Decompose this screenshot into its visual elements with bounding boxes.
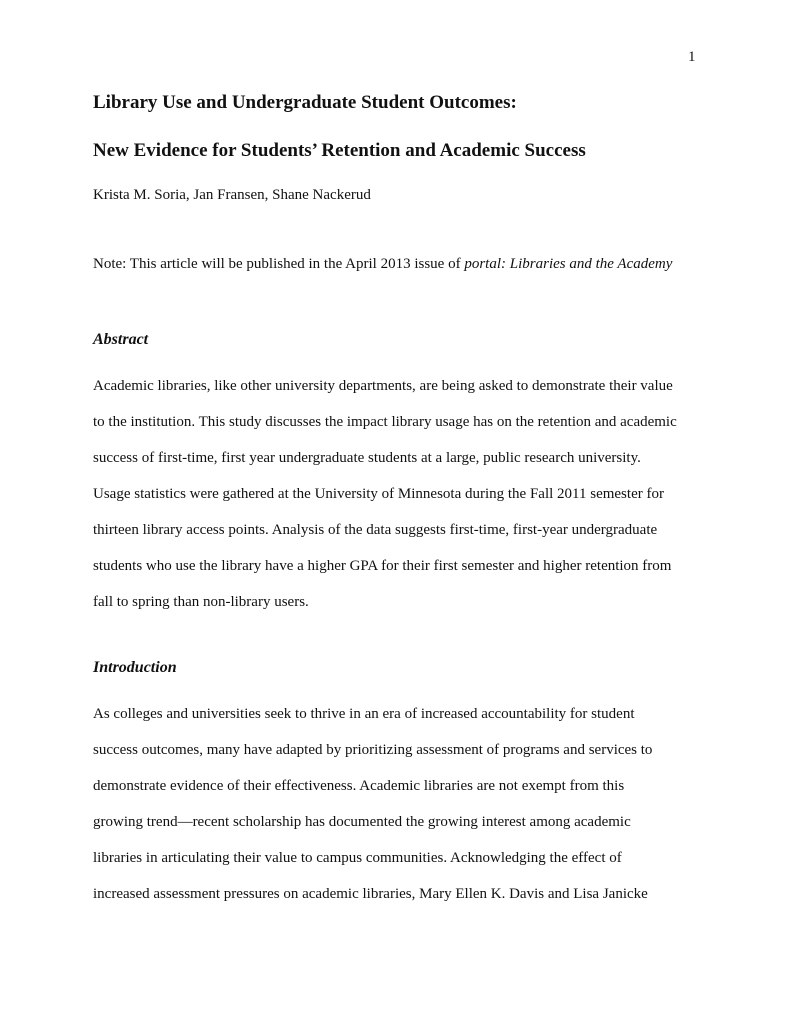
abstract-line: fall to spring than non-library users.: [93, 594, 309, 610]
abstract-line: Academic libraries, like other university departments, are being asked to demonstrate their value: [93, 378, 673, 394]
page-number: 1: [688, 49, 696, 65]
introduction-line: As colleges and universities seek to thrive in an era of increased accountability for student: [93, 706, 635, 722]
introduction-line: growing trend—recent scholarship has documented the growing interest among academic: [93, 814, 631, 830]
abstract-line: to the institution. This study discusses the impact library usage has on the retention and academic: [93, 414, 677, 430]
journal-name: portal: Libraries and the Academy: [464, 256, 673, 272]
abstract-line: thirteen library access points. Analysis of the data suggests first-time, first-year undergraduate: [93, 522, 658, 538]
introduction-line: success outcomes, many have adapted by prioritizing assessment of programs and services to: [93, 742, 653, 758]
introduction-line: libraries in articulating their value to campus communities. Acknowledging the effect of: [93, 850, 622, 866]
note-prefix: Note: This article will be published in the April 2013 issue of: [93, 256, 465, 272]
title-line-1: Library Use and Undergraduate Student Outcomes:: [93, 92, 517, 113]
authors: Krista M. Soria, Jan Fransen, Shane Nackerud: [93, 187, 371, 203]
abstract-line: Usage statistics were gathered at the University of Minnesota during the Fall 2011 semester for: [93, 486, 664, 502]
abstract-line: students who use the library have a higher GPA for their first semester and higher retention from: [93, 558, 672, 574]
introduction-heading: Introduction: [93, 659, 177, 676]
abstract-heading: Abstract: [93, 331, 149, 348]
title-line-2: New Evidence for Students’ Retention and Academic Success: [93, 140, 586, 161]
introduction-line: increased assessment pressures on academic libraries, Mary Ellen K. Davis and Lisa Janicke: [93, 886, 648, 902]
publication-note: [93, 256, 672, 273]
introduction-line: demonstrate evidence of their effectiveness. Academic libraries are not exempt from this: [93, 778, 625, 794]
abstract-line: success of first-time, first year undergraduate students at a large, public research university.: [93, 450, 641, 466]
